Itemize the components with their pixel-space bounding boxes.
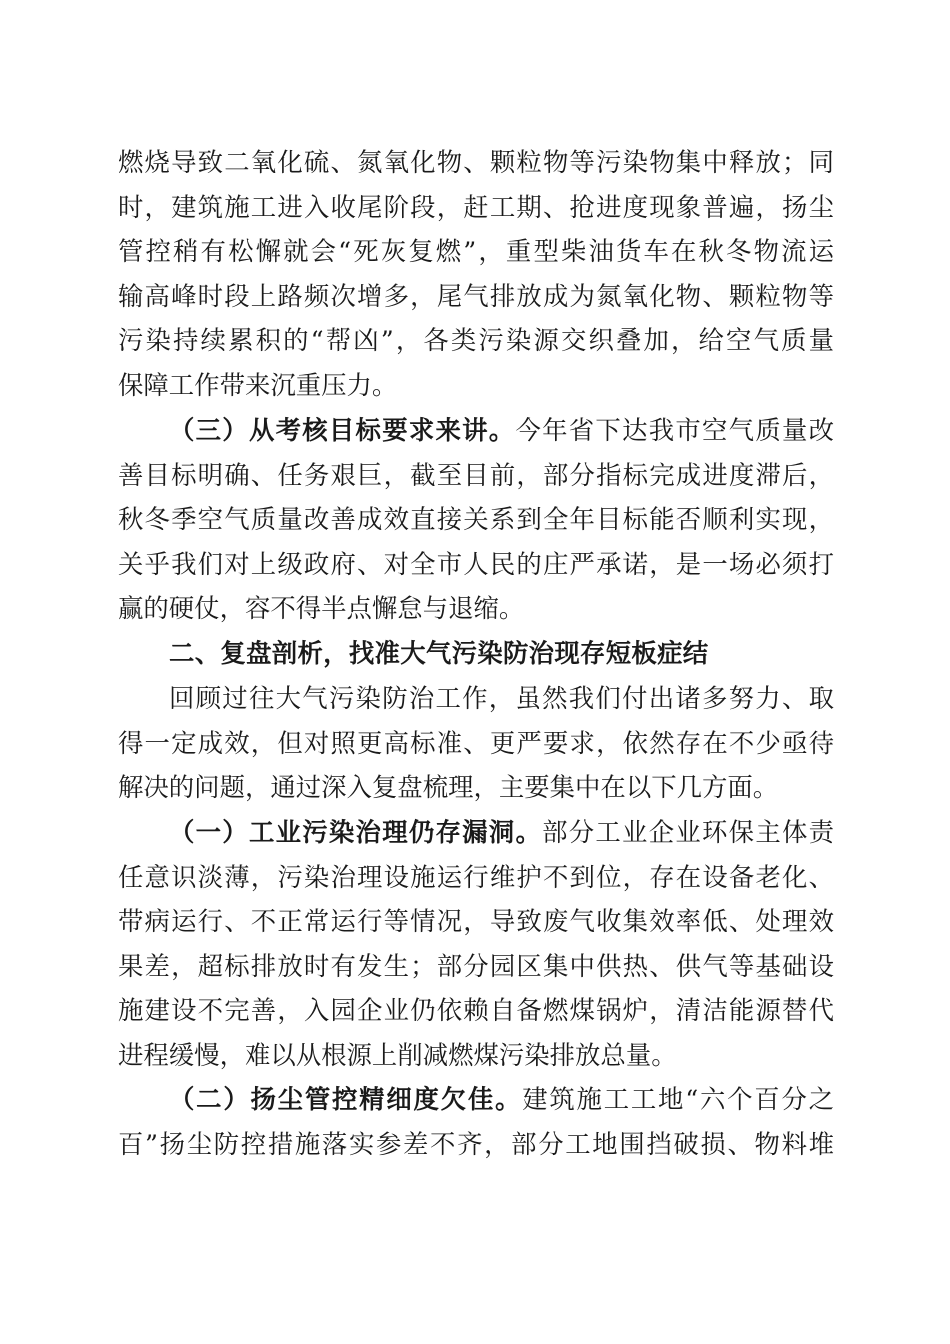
text-line bbox=[118, 1077, 834, 1122]
section-heading-block bbox=[118, 631, 834, 676]
text-fragment: 建筑施工工地“六个百分之 bbox=[522, 1084, 834, 1114]
text-line bbox=[118, 810, 834, 855]
text-line: 保障工作带来沉重压力。 bbox=[118, 369, 398, 400]
text-line: 污染持续累积的“帮凶”，各类污染源交织叠加，给空气质量 bbox=[118, 325, 834, 356]
text-line: 秋冬季空气质量改善成效直接关系到全年目标能否顺利实现， bbox=[118, 504, 834, 535]
sub-heading-dust: （二）扬尘管控精细度欠佳。 bbox=[169, 1084, 523, 1114]
text-line: 善目标明确、任务艰巨，截至目前，部分指标完成进度滞后， bbox=[118, 459, 834, 490]
text-line bbox=[118, 408, 834, 453]
text-line: 燃烧导致二氧化硫、氮氧化物、颗粒物等污染物集中释放；同 bbox=[118, 147, 834, 177]
text-line: 时，建筑施工进入收尾阶段，赶工期、抢进度现象普遍，扬尘 bbox=[118, 191, 834, 222]
text-line: 回顾过往大气污染防治工作，虽然我们付出诸多努力、取 bbox=[169, 683, 834, 713]
text-line: 输高峰时段上路频次增多，尾气排放成为氮氧化物、颗粒物等 bbox=[118, 280, 834, 311]
paragraph-review bbox=[118, 676, 834, 810]
text-line: 进程缓慢，难以从根源上削减燃煤污染排放总量。 bbox=[118, 1039, 677, 1070]
text-line: 关乎我们对上级政府、对全市人民的庄严承诺，是一场必须打 bbox=[118, 548, 834, 579]
sub-heading-industrial: （一）工业污染治理仍存漏洞。 bbox=[169, 817, 543, 847]
section-heading: 二、复盘剖析，找准大气污染防治现存短板症结 bbox=[169, 638, 709, 668]
paragraph-assessment-target bbox=[118, 408, 834, 631]
text-line: 赢的硬仗，容不得半点懈怠与退缩。 bbox=[118, 593, 525, 624]
text-line: 任意识淡薄，污染治理设施运行维护不到位，存在设备老化、 bbox=[118, 861, 834, 892]
text-fragment: 部分工业企业环保主体责 bbox=[542, 817, 834, 847]
text-line: 带病运行、不正常运行等情况，导致废气收集效率低、处理效 bbox=[118, 906, 834, 937]
text-fragment: 今年省下达我市空气质量改 bbox=[515, 415, 834, 445]
text-line: 百”扬尘防控措施落实参差不齐，部分工地围挡破损、物料堆 bbox=[118, 1128, 834, 1159]
paragraph-dust-control bbox=[118, 1077, 834, 1166]
text-line: 解决的问题，通过深入复盘梳理，主要集中在以下几方面。 bbox=[118, 772, 779, 803]
text-line: 施建设不完善，入园企业仍依赖自备燃煤锅炉，清洁能源替代 bbox=[118, 995, 834, 1026]
text-line: 果差，超标排放时有发生；部分园区集中供热、供气等基础设 bbox=[118, 950, 834, 981]
sub-heading-assessment: （三）从考核目标要求来讲。 bbox=[169, 415, 516, 445]
paragraph-air-pressure bbox=[118, 140, 834, 408]
text-line: 管控稍有松懈就会“死灰复燃”，重型柴油货车在秋冬物流运 bbox=[118, 236, 834, 267]
text-line: 得一定成效，但对照更高标准、更严要求，依然存在不少亟待 bbox=[118, 727, 834, 758]
paragraph-industrial-pollution bbox=[118, 810, 834, 1078]
